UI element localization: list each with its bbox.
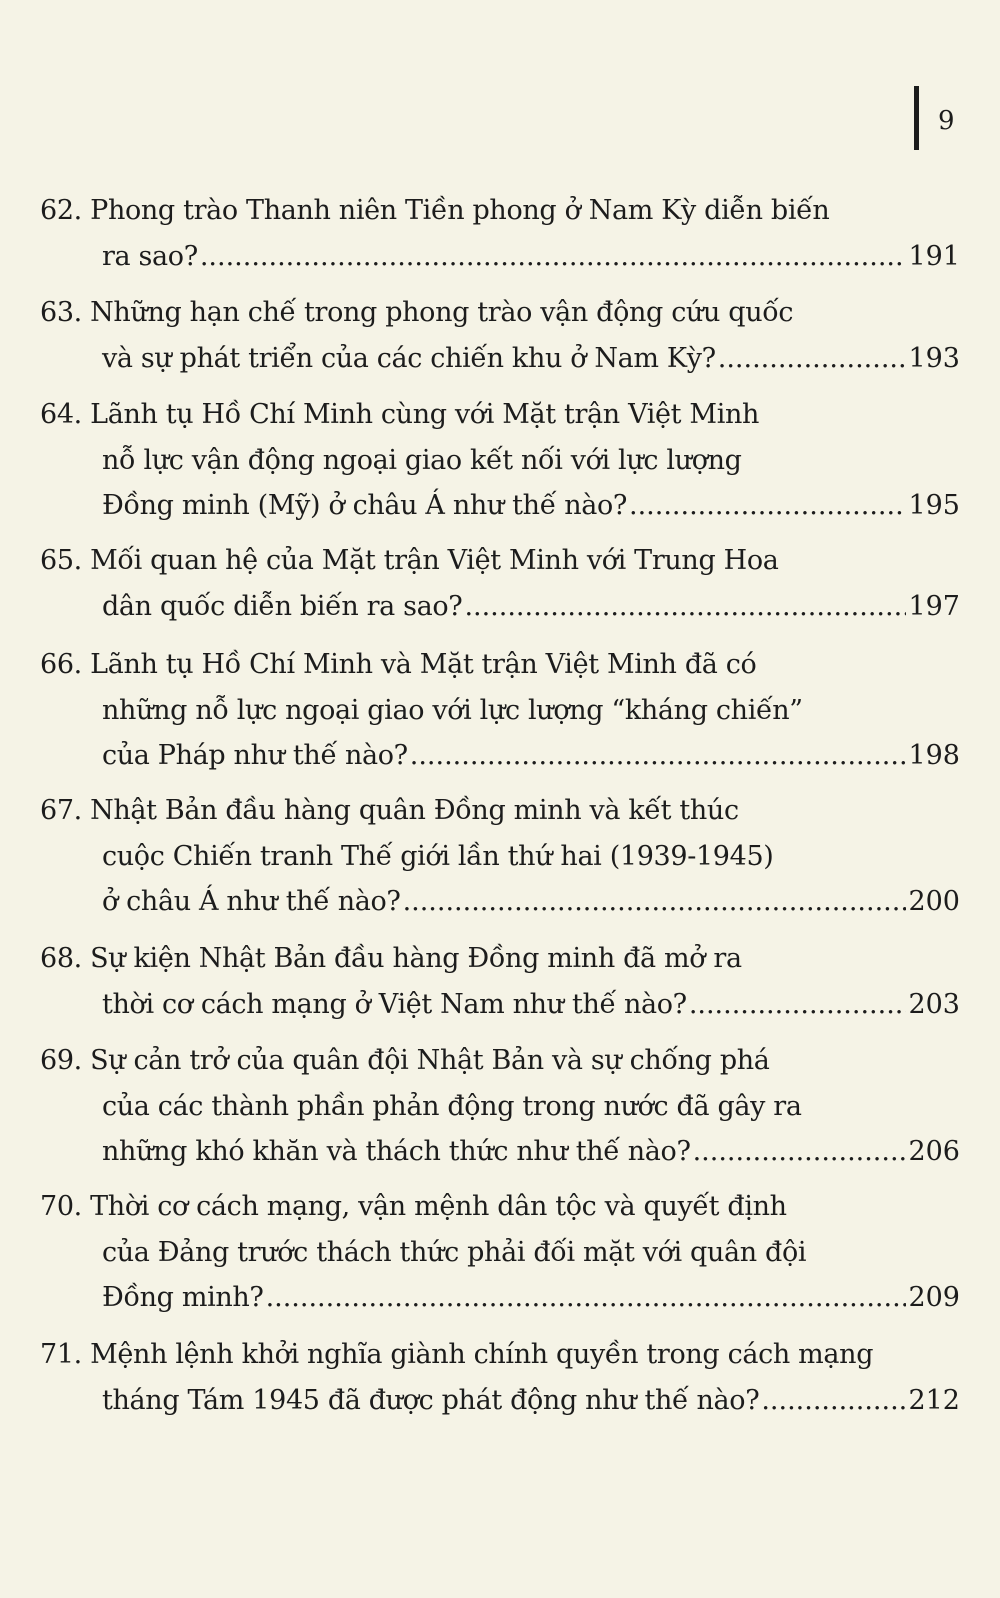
entry-question: 70. Thời cơ cách mạng, vận mệnh dân tộc và quyết định	[40, 1191, 787, 1222]
dot-leader	[266, 1281, 907, 1315]
dot-leader	[693, 1135, 907, 1169]
entry-question: 63. Những hạn chế trong phong trào vận động cứu quốc	[40, 297, 794, 328]
entry-page-number: 197	[908, 590, 960, 622]
entry-question-end: Đồng minh (Mỹ) ở châu Á như thế nào?	[102, 490, 628, 521]
entry-page-number: 212	[908, 1384, 960, 1416]
entry-page-number: 200	[908, 886, 960, 917]
entry-question-end: những khó khăn và thách thức như thế nào?	[102, 1136, 691, 1167]
dot-leader	[718, 342, 907, 376]
entry-question-continued: những nỗ lực ngoại giao với lực lượng “kháng chiến”	[102, 694, 803, 726]
entry-question-end: dân quốc diễn biến ra sao?	[102, 590, 463, 622]
entry-page-number: 206	[908, 1136, 960, 1167]
entry-question-end: tháng Tám 1945 đã được phát động như thế nào?	[102, 1384, 760, 1416]
entry-final-line	[102, 342, 960, 376]
dot-leader	[464, 590, 906, 624]
dot-leader	[403, 885, 907, 919]
entry-question-end: ra sao?	[102, 240, 198, 272]
entry-page-number: 203	[908, 988, 960, 1020]
entry-question-end: của Pháp như thế nào?	[102, 740, 408, 771]
entry-question: 64. Lãnh tụ Hồ Chí Minh cùng với Mặt trận Việt Minh	[40, 399, 760, 430]
entry-final-line	[102, 489, 960, 523]
dot-leader	[410, 739, 907, 773]
dot-leader	[629, 489, 906, 523]
entry-final-line	[102, 240, 960, 274]
entry-question-continued: cuộc Chiến tranh Thế giới lần thứ hai (1939-1945)	[102, 840, 774, 872]
entry-page-number: 193	[908, 342, 960, 374]
entry-question-end: và sự phát triển của các chiến khu ở Nam Kỳ?	[102, 342, 716, 374]
entry-page-number: 195	[908, 490, 960, 521]
entry-final-line	[102, 1384, 960, 1418]
entry-question: 65. Mối quan hệ của Mặt trận Việt Minh với Trung Hoa	[40, 545, 779, 576]
entry-question: 67. Nhật Bản đầu hàng quân Đồng minh và kết thúc	[40, 795, 739, 826]
dot-leader	[689, 988, 907, 1022]
entry-question-continued: của các thành phần phản động trong nước đã gây ra	[102, 1090, 802, 1122]
entry-question: 62. Phong trào Thanh niên Tiền phong ở Nam Kỳ diễn biến	[40, 195, 830, 226]
entry-question-continued: của Đảng trước thách thức phải đối mặt với quân đội	[102, 1236, 807, 1268]
entry-final-line	[102, 1135, 960, 1169]
entry-page-number: 191	[908, 240, 960, 272]
dot-leader	[761, 1384, 906, 1418]
dot-leader	[200, 240, 907, 274]
entry-question-end: thời cơ cách mạng ở Việt Nam như thế nào?	[102, 988, 687, 1020]
entry-question: 69. Sự cản trở của quân đội Nhật Bản và sự chống phá	[40, 1045, 770, 1076]
entry-question: 68. Sự kiện Nhật Bản đầu hàng Đồng minh đã mở ra	[40, 943, 742, 974]
entry-question-continued: nỗ lực vận động ngoại giao kết nối với lực lượng	[102, 444, 742, 476]
entry-final-line	[102, 590, 960, 624]
entry-question: 66. Lãnh tụ Hồ Chí Minh và Mặt trận Việt Minh đã có	[40, 649, 757, 680]
entry-final-line	[102, 1281, 960, 1315]
entry-final-line	[102, 988, 960, 1022]
entry-final-line	[102, 885, 960, 919]
entry-question: 71. Mệnh lệnh khởi nghĩa giành chính quyền trong cách mạng	[40, 1339, 874, 1370]
entry-page-number: 198	[908, 740, 960, 771]
entry-question-end: Đồng minh?	[102, 1282, 264, 1313]
entry-question-end: ở châu Á như thế nào?	[102, 886, 401, 917]
entry-final-line	[102, 739, 960, 773]
page-number: 9	[938, 106, 955, 136]
entry-page-number: 209	[908, 1282, 960, 1313]
